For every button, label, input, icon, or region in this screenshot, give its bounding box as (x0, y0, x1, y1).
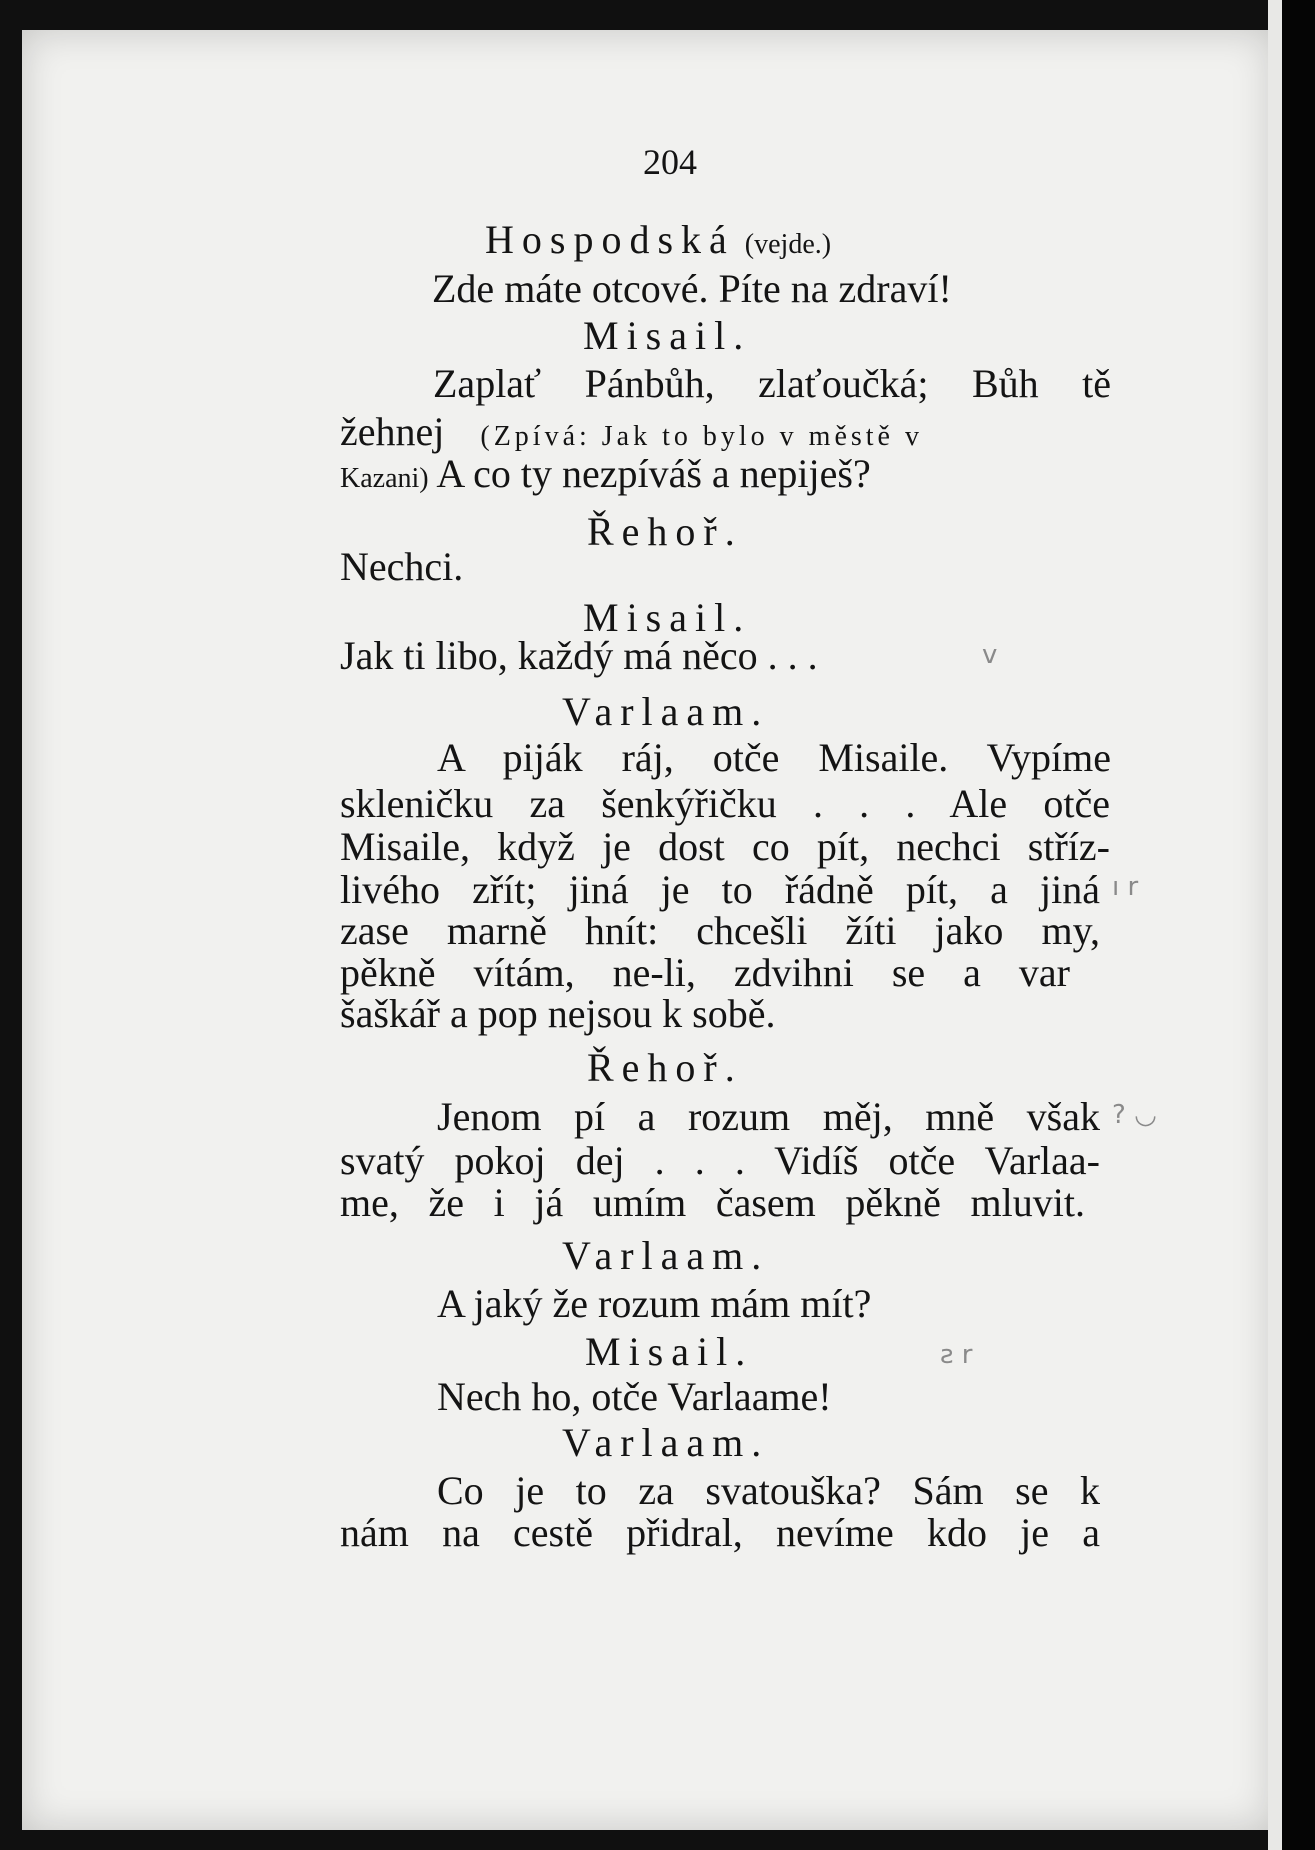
speaker-heading: Řehoř. (587, 1045, 743, 1090)
speaker-name: Hospodská (485, 217, 735, 262)
dialogue-text: žehnej (340, 409, 445, 454)
dialogue-line: Jak ti libo, každý má něco . . . (340, 633, 818, 678)
dialogue-line: Co je to za svatouška? Sám se k (437, 1468, 1100, 1513)
dialogue-line: Jenom pí a rozum měj, mně však (437, 1094, 1100, 1139)
margin-pencil-mark: v (982, 640, 998, 670)
dialogue-line: zase marně hnít: chcešli žíti jako my, (340, 908, 1100, 953)
margin-pencil-mark: ? ◡ (1112, 1100, 1157, 1130)
dialogue-line: Nech ho, otče Varlaame! (437, 1374, 832, 1419)
speaker-heading: Řehoř. (587, 509, 743, 554)
margin-pencil-mark: ƨ r (940, 1340, 973, 1370)
speaker-heading (485, 218, 831, 267)
dialogue-text: A co ty nezpíváš a nepiješ? (436, 451, 871, 496)
speaker-heading: Misail. (585, 1329, 754, 1374)
dialogue-line: A piják ráj, otče Misaile. Vypíme (437, 735, 1111, 780)
speaker-heading: Misail. (583, 313, 752, 358)
dialogue-line: me, že i já umím časem pěkně mluvit. (340, 1180, 1085, 1225)
dialogue-line: skleničku za šenkýřičku . . . Ale otče (340, 781, 1110, 826)
margin-pencil-mark: ı r (1112, 872, 1139, 902)
speaker-heading: Misail. (583, 595, 752, 640)
dialogue-line: Zaplať Pánbůh, zlaťoučká; Bůh tě (433, 361, 1111, 406)
dialogue-line: A jaký že rozum mám mít? (437, 1281, 872, 1326)
page-number: 204 (643, 142, 697, 182)
stage-direction: (vejde.) (744, 229, 832, 260)
dialogue-line: nám na cestě přidral, nevíme kdo je a (340, 1510, 1100, 1555)
dialogue-line: Misaile, když je dost co pít, nechci stříz- (340, 824, 1110, 869)
dialogue-line: Zde máte otcové. Píte na zdraví! (432, 266, 952, 311)
dialogue-line: pěkně vítám, ne-li, zdvihni se a var (340, 950, 1070, 995)
dialogue-line: Nechci. (340, 544, 464, 589)
dialogue-line (340, 452, 871, 501)
speaker-heading: Varlaam. (562, 689, 770, 734)
stage-direction: (Zpívá: Jak to bylo v městě v (480, 421, 923, 452)
speaker-heading: Varlaam. (562, 1420, 770, 1465)
stage-direction: Kazani) (340, 463, 429, 494)
dialogue-line: livého zřít; jiná je to řádně pít, a jiná (340, 867, 1100, 912)
dialogue-line: šašk​ář a pop nejsou k sobě. (340, 991, 776, 1036)
speaker-heading: Varlaam. (562, 1233, 770, 1278)
dialogue-line: svatý pokoj dej . . . Vidíš otče Varlaa- (340, 1138, 1100, 1183)
